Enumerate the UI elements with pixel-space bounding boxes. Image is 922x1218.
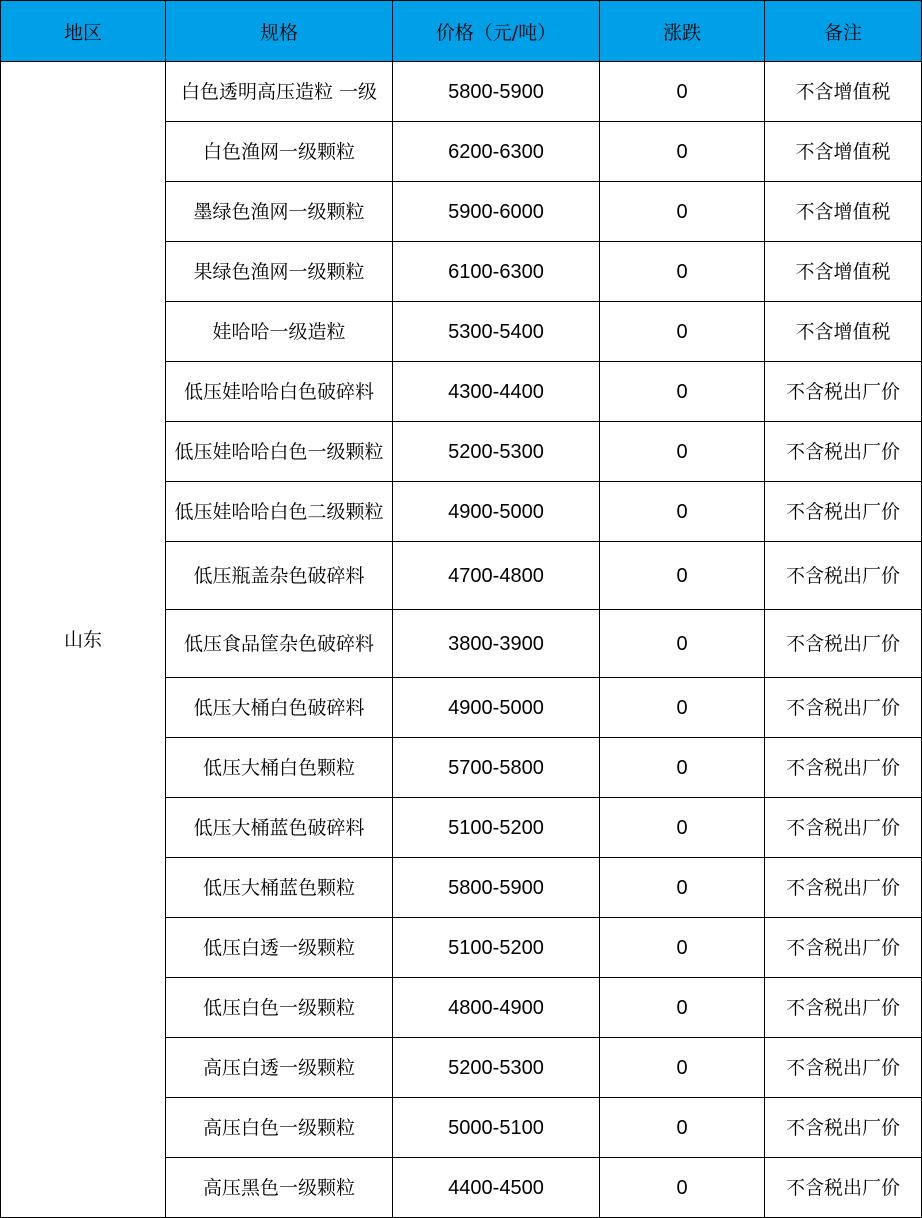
change-cell: 0 bbox=[600, 302, 765, 362]
spec-cell: 低压白透一级颗粒 bbox=[166, 918, 393, 978]
price-cell: 6100-6300 bbox=[393, 242, 600, 302]
price-cell: 5000-5100 bbox=[393, 1098, 600, 1158]
price-cell: 5100-5200 bbox=[393, 918, 600, 978]
change-cell: 0 bbox=[600, 62, 765, 122]
change-cell: 0 bbox=[600, 858, 765, 918]
region-cell: 山东 bbox=[1, 62, 166, 1218]
spec-cell: 低压娃哈哈白色二级颗粒 bbox=[166, 482, 393, 542]
price-cell: 4900-5000 bbox=[393, 678, 600, 738]
header-change: 涨跌 bbox=[600, 1, 765, 62]
note-cell: 不含税出厂价 bbox=[765, 610, 922, 678]
price-cell: 5100-5200 bbox=[393, 798, 600, 858]
price-cell: 4900-5000 bbox=[393, 482, 600, 542]
change-cell: 0 bbox=[600, 738, 765, 798]
note-cell: 不含税出厂价 bbox=[765, 362, 922, 422]
change-cell: 0 bbox=[600, 122, 765, 182]
note-cell: 不含增值税 bbox=[765, 62, 922, 122]
note-cell: 不含税出厂价 bbox=[765, 978, 922, 1038]
change-cell: 0 bbox=[600, 542, 765, 610]
note-cell: 不含税出厂价 bbox=[765, 798, 922, 858]
note-cell: 不含增值税 bbox=[765, 122, 922, 182]
spec-cell: 果绿色渔网一级颗粒 bbox=[166, 242, 393, 302]
price-cell: 5200-5300 bbox=[393, 1038, 600, 1098]
price-cell: 3800-3900 bbox=[393, 610, 600, 678]
header-region: 地区 bbox=[1, 1, 166, 62]
spec-cell: 低压大桶蓝色颗粒 bbox=[166, 858, 393, 918]
price-cell: 4700-4800 bbox=[393, 542, 600, 610]
change-cell: 0 bbox=[600, 1038, 765, 1098]
spec-cell: 低压瓶盖杂色破碎料 bbox=[166, 542, 393, 610]
change-cell: 0 bbox=[600, 978, 765, 1038]
change-cell: 0 bbox=[600, 182, 765, 242]
price-cell: 4400-4500 bbox=[393, 1158, 600, 1218]
spec-cell: 高压白色一级颗粒 bbox=[166, 1098, 393, 1158]
note-cell: 不含增值税 bbox=[765, 242, 922, 302]
note-cell: 不含税出厂价 bbox=[765, 1158, 922, 1218]
change-cell: 0 bbox=[600, 242, 765, 302]
change-cell: 0 bbox=[600, 1098, 765, 1158]
change-cell: 0 bbox=[600, 678, 765, 738]
note-cell: 不含税出厂价 bbox=[765, 1098, 922, 1158]
note-cell: 不含税出厂价 bbox=[765, 422, 922, 482]
spec-cell: 低压白色一级颗粒 bbox=[166, 978, 393, 1038]
note-cell: 不含税出厂价 bbox=[765, 858, 922, 918]
spec-cell: 高压白透一级颗粒 bbox=[166, 1038, 393, 1098]
spec-cell: 娃哈哈一级造粒 bbox=[166, 302, 393, 362]
note-cell: 不含税出厂价 bbox=[765, 542, 922, 610]
change-cell: 0 bbox=[600, 918, 765, 978]
header-note: 备注 bbox=[765, 1, 922, 62]
change-cell: 0 bbox=[600, 1158, 765, 1218]
spec-cell: 低压食品筐杂色破碎料 bbox=[166, 610, 393, 678]
spec-cell: 低压大桶白色颗粒 bbox=[166, 738, 393, 798]
price-cell: 5300-5400 bbox=[393, 302, 600, 362]
note-cell: 不含增值税 bbox=[765, 302, 922, 362]
change-cell: 0 bbox=[600, 482, 765, 542]
note-cell: 不含税出厂价 bbox=[765, 678, 922, 738]
note-cell: 不含增值税 bbox=[765, 182, 922, 242]
price-cell: 5900-6000 bbox=[393, 182, 600, 242]
spec-cell: 低压娃哈哈白色破碎料 bbox=[166, 362, 393, 422]
table-body bbox=[1, 62, 922, 1218]
header-row bbox=[1, 1, 922, 62]
price-cell: 5200-5300 bbox=[393, 422, 600, 482]
change-cell: 0 bbox=[600, 422, 765, 482]
note-cell: 不含税出厂价 bbox=[765, 1038, 922, 1098]
price-cell: 5800-5900 bbox=[393, 62, 600, 122]
spec-cell: 白色透明高压造粒 一级 bbox=[166, 62, 393, 122]
price-cell: 6200-6300 bbox=[393, 122, 600, 182]
spec-cell: 低压娃哈哈白色一级颗粒 bbox=[166, 422, 393, 482]
change-cell: 0 bbox=[600, 610, 765, 678]
price-cell: 4300-4400 bbox=[393, 362, 600, 422]
price-cell: 4800-4900 bbox=[393, 978, 600, 1038]
note-cell: 不含税出厂价 bbox=[765, 738, 922, 798]
spec-cell: 墨绿色渔网一级颗粒 bbox=[166, 182, 393, 242]
header-price: 价格（元/吨） bbox=[393, 1, 600, 62]
spec-cell: 白色渔网一级颗粒 bbox=[166, 122, 393, 182]
note-cell: 不含税出厂价 bbox=[765, 482, 922, 542]
price-cell: 5800-5900 bbox=[393, 858, 600, 918]
spec-cell: 低压大桶蓝色破碎料 bbox=[166, 798, 393, 858]
note-cell: 不含税出厂价 bbox=[765, 918, 922, 978]
spec-cell: 高压黑色一级颗粒 bbox=[166, 1158, 393, 1218]
change-cell: 0 bbox=[600, 798, 765, 858]
price-cell: 5700-5800 bbox=[393, 738, 600, 798]
spec-cell: 低压大桶白色破碎料 bbox=[166, 678, 393, 738]
table-header bbox=[1, 1, 922, 62]
header-spec: 规格 bbox=[166, 1, 393, 62]
change-cell: 0 bbox=[600, 362, 765, 422]
table-row bbox=[1, 62, 922, 122]
